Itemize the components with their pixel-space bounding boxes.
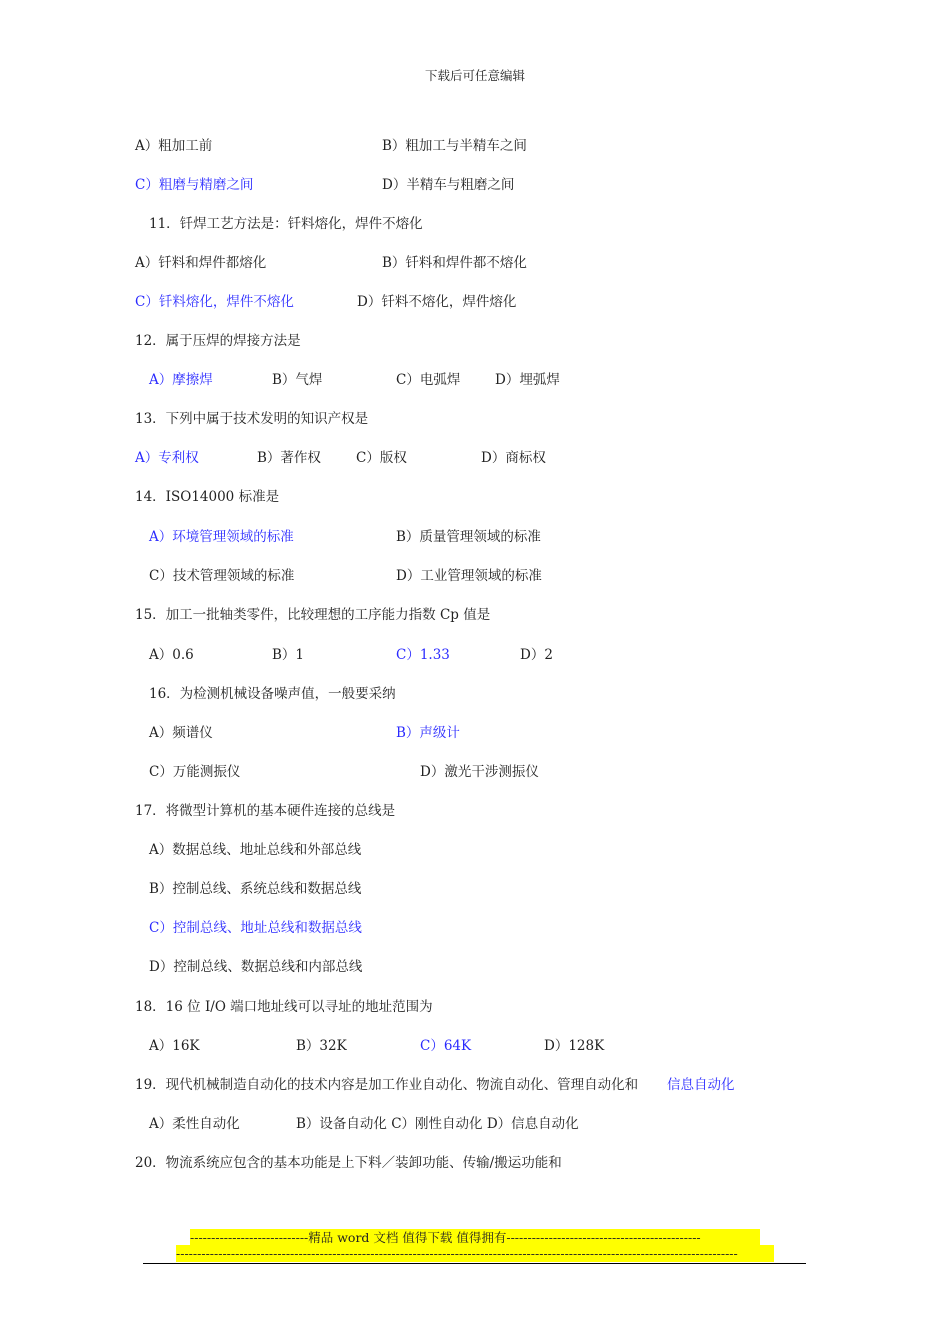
text-segment: D）128K [544,1038,605,1054]
text-segment: 14．ISO14000 标准是 [135,489,280,505]
text-segment: B）质量管理领域的标准 [396,529,541,545]
text-segment: D）控制总线、数据总线和内部总线 [149,959,363,975]
text-segment: B）设备自动化 C）刚性自动化 D）信息自动化 [296,1116,579,1132]
answer-highlight: C）64K [420,1038,472,1054]
text-segment: 16．为检测机械设备噪声值，一般要采纳 [149,686,396,702]
text-segment: B）钎料和焊件都不熔化 [382,255,527,271]
text-segment: A）数据总线、地址总线和外部总线 [149,842,362,858]
answer-highlight: B）声级计 [396,725,460,741]
answer-highlight: C）钎料熔化，焊件不熔化 [135,294,294,310]
text-segment: C）版权 [356,450,407,466]
text-segment: A）16K [149,1038,200,1054]
text-segment: B）32K [296,1038,347,1054]
text-segment: D）激光干涉测振仪 [420,764,539,780]
text-segment: 17．将微型计算机的基本硬件连接的总线是 [135,803,396,819]
text-segment: 15．加工一批轴类零件，比较理想的工序能力指数 Cp 值是 [135,607,491,623]
answer-highlight: C）1.33 [396,647,450,663]
answer-highlight: C）粗磨与精磨之间 [135,177,254,193]
text-segment: C）技术管理领域的标准 [149,568,295,584]
text-segment: 11．钎焊工艺方法是：钎料熔化，焊件不熔化 [149,216,423,232]
text-segment: C）万能测振仪 [149,764,241,780]
text-segment: 20．物流系统应包含的基本功能是上下料／装卸功能、传输/搬运功能和 [135,1155,562,1171]
answer-highlight: A）专利权 [135,450,199,466]
text-segment: B）著作权 [257,450,321,466]
answer-highlight: 信息自动化 [667,1077,735,1093]
text-segment: 13．下列中属于技术发明的知识产权是 [135,411,369,427]
text-segment: A）钎料和焊件都熔化 [135,255,267,271]
answer-highlight: A）摩擦焊 [149,372,213,388]
text-segment: A）0.6 [149,647,194,663]
footer-banner-line-1: ----------------------------精品 word 文档 值得下载 值得拥有---------------------------------------------- [190,1229,760,1246]
text-segment: B）气焊 [272,372,323,388]
text-segment: A）频谱仪 [149,725,213,741]
footer-banner-line-2: ------------------------------------------------------------------------------------------------------------------------------------- [176,1245,774,1262]
text-segment: B）1 [272,647,305,663]
text-segment: D）半精车与粗磨之间 [382,177,515,193]
text-segment: A）柔性自动化 [149,1116,240,1132]
text-segment: D）钎料不熔化，焊件熔化 [357,294,517,310]
text-segment: D）埋弧焊 [495,372,560,388]
text-segment: 19．现代机械制造自动化的技术内容是加工作业自动化、物流自动化、管理自动化和 [135,1077,639,1093]
text-segment: B）控制总线、系统总线和数据总线 [149,881,362,897]
text-segment: 18．16 位 I/O 端口地址线可以寻址的地址范围为 [135,999,433,1015]
text-segment: C）电弧焊 [396,372,461,388]
page-header: 下载后可任意编辑 [424,68,525,83]
text-segment: D）商标权 [481,450,546,466]
text-segment: D）工业管理领域的标准 [396,568,542,584]
text-segment: 12．属于压焊的焊接方法是 [135,333,301,349]
text-segment: B）粗加工与半精车之间 [382,138,527,154]
footer-rule [143,1263,806,1264]
text-segment: A）粗加工前 [135,138,213,154]
text-segment: D）2 [520,647,553,663]
answer-highlight: A）环境管理领域的标准 [149,529,294,545]
answer-highlight: C）控制总线、地址总线和数据总线 [149,920,362,936]
